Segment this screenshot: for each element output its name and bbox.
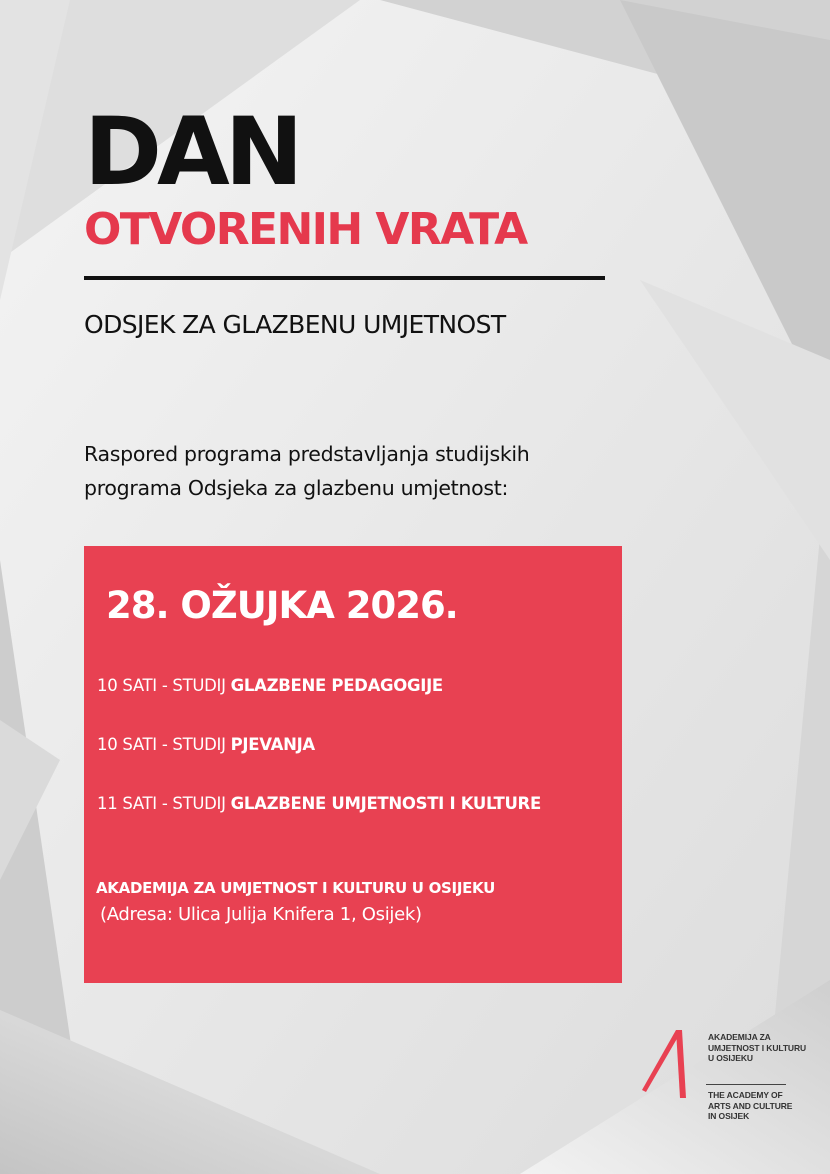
schedule-item-time: 10 SATI - STUDIJ bbox=[97, 676, 231, 695]
event-date: 28. OŽUJKA 2026. bbox=[106, 584, 458, 627]
schedule-item-program: GLAZBENE UMJETNOSTI I KULTURE bbox=[230, 794, 541, 813]
schedule-item bbox=[97, 676, 443, 695]
academy-logo-name-hr bbox=[708, 1032, 806, 1064]
logo-text-line: UMJETNOST I KULTURU bbox=[708, 1042, 807, 1053]
logo-text-line: AKADEMIJA ZA bbox=[708, 1032, 771, 1042]
heading-divider bbox=[84, 276, 605, 280]
heading-subtitle: OTVORENIH VRATA bbox=[84, 204, 527, 255]
schedule-item bbox=[97, 794, 541, 813]
intro-line: Raspored programa predstavljanja studijskih bbox=[84, 442, 530, 466]
logo-text-line: THE ACADEMY OF bbox=[708, 1090, 783, 1100]
logo-text-line: ARTS AND CULTURE bbox=[708, 1100, 793, 1111]
schedule-item-time: 10 SATI - STUDIJ bbox=[97, 735, 231, 754]
schedule-item-program: PJEVANJA bbox=[230, 735, 315, 754]
schedule-box bbox=[84, 546, 622, 983]
logo-text-line: IN OSIJEK bbox=[708, 1111, 750, 1122]
venue-name: AKADEMIJA ZA UMJETNOST I KULTURU U OSIJEKU bbox=[96, 879, 495, 897]
heading-title: DAN bbox=[84, 98, 299, 207]
logo-divider bbox=[706, 1084, 786, 1085]
academy-logo-mark-icon bbox=[642, 1030, 704, 1098]
logo-text-line: U OSIJEKU bbox=[708, 1053, 753, 1064]
venue-address: (Adresa: Ulica Julija Knifera 1, Osijek) bbox=[100, 904, 422, 925]
intro-line: programa Odsjeka za glazbenu umjetnost: bbox=[84, 476, 509, 500]
academy-logo-name-en bbox=[708, 1090, 792, 1122]
intro-text bbox=[84, 437, 604, 505]
schedule-item bbox=[97, 735, 315, 754]
department-name: ODSJEK ZA GLAZBENU UMJETNOST bbox=[84, 310, 506, 339]
academy-logo bbox=[642, 1030, 807, 1140]
schedule-item-program: GLAZBENE PEDAGOGIJE bbox=[230, 676, 443, 695]
schedule-item-time: 11 SATI - STUDIJ bbox=[97, 794, 231, 813]
